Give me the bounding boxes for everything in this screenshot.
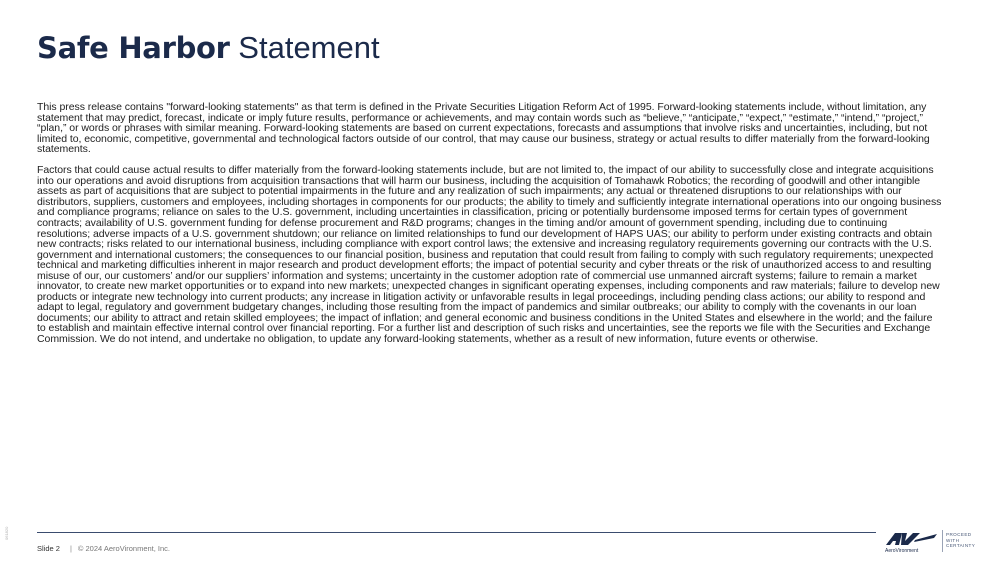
footer-separator: |: [69, 544, 72, 553]
page-title-bold: Safe Harbor: [37, 31, 230, 65]
paragraph-risk-factors: Factors that could cause actual results to differ materially from the forward-looking statements include, but are not limited to, the impact of our ability to successfully close and integrate acquisitions into our operations and avoid disruptions from acquisition transactions that will harm our business, including the acquisition of Tomahawk Robotics; the recording of goodwill and other intangible assets as part of acquisitions that are subject to potential impairments in the future and any realization of such impairments; any actual or threatened disruptions to our relationships with our distributors, suppliers, customers and employees, including shortages in components for our products; the ability to timely and sufficiently integrate international operations into our ongoing business and compliance programs; reliance on sales to the U.S. government, including uncertainties in classification, pricing or potentially burdensome imposed terms for certain types of government contracts; availability of U.S. government funding for defense procurement and R&D programs; changes in the timing and/or amount of government spending, including due to continuing resolutions; adverse impacts of a U.S. government shutdown; our reliance on limited relationships to fund our development of HAPS UAS; our ability to perform under existing contracts and obtain new contracts; risks related to our international business, including compliance with export control laws; the extensive and increasing regulatory requirements governing our contracts with the U.S. government and international customers; the consequences to our financial position, business and reputation that could result from failing to comply with such regulatory requirements; unexpected technical and marketing difficulties inherent in major research and product development efforts; the impact of potential security and cyber threats or the risk of unauthorized access to and resulting misuse of our, our customers’ and/or our suppliers’ information and systems; uncertainty in the customer adoption rate of commercial use unmanned aircraft systems; failure to remain a market innovator, to create new market opportunities or to expand into new markets; unexpected changes in significant operating expenses, including components and raw materials; failure to develop new products or integrate new technology into current products; any increase in litigation activity or unfavorable results in legal proceedings, including pending class actions; our ability to respond and adapt to legal, regulatory and government budgetary changes, including those resulting from the impact of pandemics and similar outbreaks; our ability to comply with the covenants in our loan documents; our ability to attract and retain skilled employees; the impact of inflation; and general economic and business conditions in the United States and elsewhere in the world; and the failure to establish and maintain effective internal control over financial reporting. For a further list and description of such risks and uncertainties, see the reports we file with the Securities and Exchange Commission. We do not intend, and undertake no obligation, to update any forward-looking statements, whether as a result of new information, future events or otherwise.: [37, 164, 942, 345]
page-title: [37, 26, 380, 70]
side-code: 061820: [4, 526, 9, 540]
logo-divider: [942, 530, 943, 552]
page-title-rest: Statement: [238, 30, 380, 65]
slide-number: Slide 2: [37, 544, 60, 553]
av-logo-icon: [884, 531, 940, 553]
copyright: © 2024 AeroVironment, Inc.: [77, 544, 170, 553]
footer: [37, 544, 170, 553]
logo-wordmark: AeroVironment: [885, 548, 919, 553]
tagline-line: WITH: [946, 537, 960, 543]
safe-harbor-body: [37, 102, 942, 355]
paragraph-forward-looking: This press release contains "forward-looking statements" as that term is defined in the Private Securities Litigation Reform Act of 1995. Forward-looking statements include, without limitation, any statement that may predict, forecast, indicate or imply future results, performance or achievements, and may contain words such as “believe,” “anticipate,” “expect,” “estimate,” “intend,” “project,” “plan,” or words or phrases with similar meaning. Forward-looking statements are based on current expectations, forecasts and assumptions that involve risks and uncertainties, including, but not limited to, economic, competitive, governmental and technological factors outside of our control, that may cause our business, strategy or actual results to differ materially from the forward-looking statements.: [37, 101, 930, 156]
logo-tagline: [946, 532, 975, 549]
tagline-line: CERTAINTY: [946, 543, 976, 548]
footer-divider: [37, 532, 876, 533]
tagline-line: PROCEED: [946, 532, 972, 537]
